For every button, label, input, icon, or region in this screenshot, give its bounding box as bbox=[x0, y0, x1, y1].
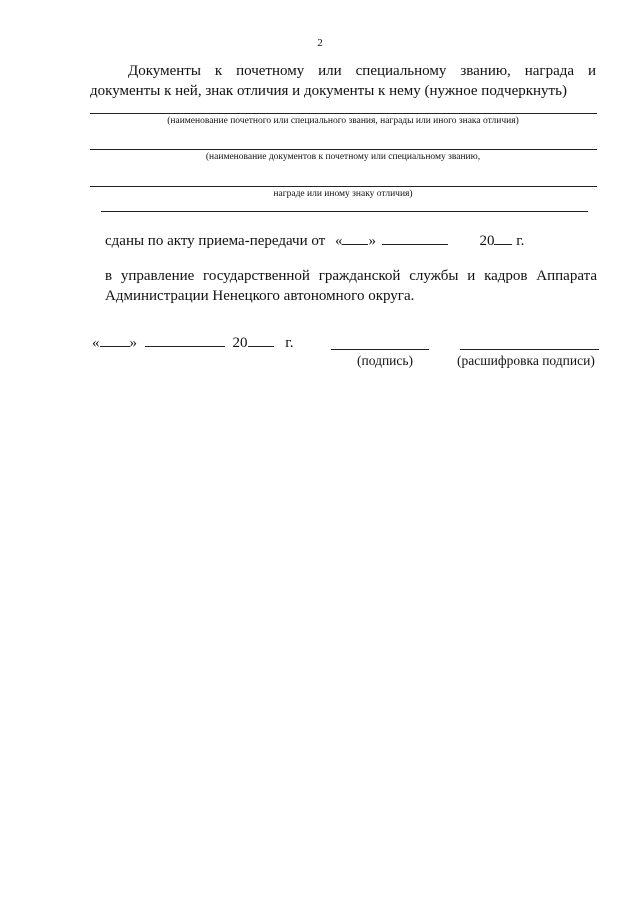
transfer-year-field[interactable] bbox=[494, 232, 512, 245]
documents-name-field-continued[interactable] bbox=[90, 186, 597, 187]
destination-line-1: в управление государственной гражданской службы и кадров Аппарата bbox=[105, 268, 597, 284]
signature-open-quote: « bbox=[92, 335, 100, 351]
signature-day-field[interactable] bbox=[100, 334, 130, 347]
signature-date-line bbox=[92, 334, 293, 352]
transfer-close-quote: » bbox=[368, 233, 376, 249]
title-name-caption: (наименование почетного или специального звания, награды или иного знака отличия) bbox=[167, 116, 519, 126]
signature-month-field[interactable] bbox=[145, 334, 225, 347]
transfer-act-text: сданы по акту приема-передачи от bbox=[105, 233, 326, 249]
title-name-field[interactable] bbox=[90, 113, 597, 114]
destination-line-2: Администрации Ненецкого автономного округа. bbox=[105, 288, 415, 304]
transfer-act-line bbox=[105, 232, 524, 250]
transfer-month-field[interactable] bbox=[382, 232, 448, 245]
transfer-day-field[interactable] bbox=[342, 232, 368, 245]
transfer-open-quote: « bbox=[334, 233, 343, 249]
intro-line-2: документы к ней, знак отличия и документы к нему (нужное подчеркнуть) bbox=[90, 83, 567, 99]
signature-field[interactable] bbox=[331, 349, 429, 350]
intro-line-1: Документы к почетному или специальному званию, награда и bbox=[128, 63, 596, 79]
transfer-year-prefix: 20 bbox=[479, 233, 495, 249]
signature-year-field[interactable] bbox=[248, 334, 274, 347]
signature-decoding-field[interactable] bbox=[460, 349, 599, 350]
signature-year-prefix: 20 bbox=[232, 335, 248, 351]
extra-blank-field[interactable] bbox=[101, 211, 588, 212]
documents-name-caption-2: награде или иному знаку отличия) bbox=[273, 189, 413, 199]
signature-caption: (подпись) bbox=[357, 353, 414, 368]
signature-decoding-caption: (расшифровка подписи) bbox=[457, 353, 595, 368]
signature-year-suffix: г. bbox=[285, 335, 294, 351]
documents-name-field[interactable] bbox=[90, 149, 597, 150]
documents-name-caption-1: (наименование документов к почетному или специальному званию, bbox=[205, 152, 481, 162]
signature-close-quote: » bbox=[129, 335, 137, 351]
transfer-year-suffix: г. bbox=[516, 233, 525, 249]
page-number: 2 bbox=[317, 37, 323, 49]
